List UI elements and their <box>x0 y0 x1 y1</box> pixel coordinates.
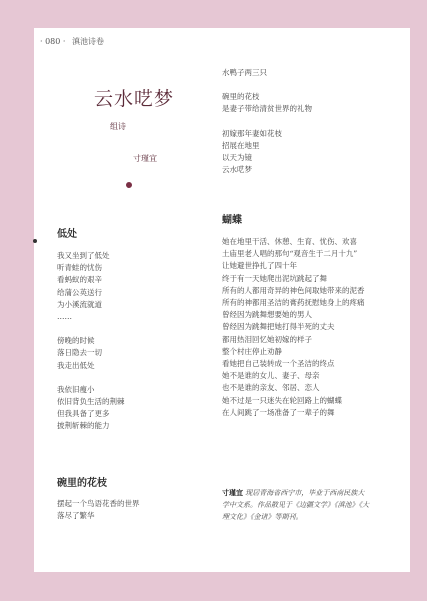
poem-line: …… <box>57 312 72 322</box>
poem-line: 听青蛙的忧伤 <box>57 263 102 273</box>
stanza <box>57 335 125 372</box>
author-bio <box>222 487 370 523</box>
genre-label: 组诗 <box>110 122 126 131</box>
poem-line: 水鸭子两三只 <box>222 68 267 77</box>
poem-line: 招展在地里 <box>222 140 260 150</box>
bio-text: 现居青海省西宁市，毕业于西南民族大学中文系。作品散见于《边疆文学》《滇池》《大理文化》《金诸》等期刊。 <box>222 489 369 521</box>
poem-line: 依旧背负生活的荆棘 <box>57 397 125 407</box>
poem-line: 曾经因为跳舞把她打得半死的丈夫 <box>222 322 335 332</box>
poem-line: 所有的人都用奇异的神色间取她带来的泥香 <box>222 285 365 295</box>
poem-line: 整个村庄停止劝静 <box>222 346 282 356</box>
poem-line: 我又坐到了低处 <box>57 251 110 260</box>
section-title-2: 碗里的花枝 <box>57 478 107 489</box>
author-name: 寸瑾宜 <box>133 154 157 163</box>
poem-line: 摆起一个鸟语花香的世界 <box>57 499 140 508</box>
bio-author-name: 寸瑾宜 <box>222 488 243 497</box>
stanza <box>57 384 125 433</box>
poem-line: 我依旧瘦小 <box>57 384 95 394</box>
poem-line: 为小溪流就道 <box>57 299 102 309</box>
poem-line: 她不过是一只迷失在轮回路上的蝴蝶 <box>222 395 342 405</box>
poem-body-1 <box>57 250 125 433</box>
poem-line: 看她把自己装转成一个圣洁的终点 <box>222 359 335 369</box>
poem-line: 终于有一天她爬出泥坑跳起了舞 <box>222 273 327 283</box>
poem-line: 让她避世挣扎了四十年 <box>222 261 297 271</box>
poem-line: 是妻子带给清贫世界的礼物 <box>222 104 312 114</box>
poem-line: 给蒲公英送行 <box>57 287 102 297</box>
poem-line: 初嫁那年妻如花枝 <box>222 128 282 138</box>
decorative-dot <box>126 182 132 188</box>
poem-line: 都用热泪回忆她初嫁的样子 <box>222 334 312 344</box>
stanza <box>222 67 312 79</box>
poem-body-3 <box>222 236 370 419</box>
stanza <box>222 91 312 115</box>
margin-dot <box>33 239 37 243</box>
stanza <box>222 128 312 177</box>
poem-line: 在人间跳了一场准备了一辈子的舞 <box>222 407 335 417</box>
poem-body-2 <box>57 498 140 522</box>
poem-line: 落尽了繁华 <box>57 511 95 521</box>
poem-line: 落日隐去一切 <box>57 348 102 358</box>
poem-line: 以天为镜 <box>222 153 252 163</box>
poem-line: 也不是谁的亲友、邻居、恋人 <box>222 383 320 393</box>
section-title-3: 蝴蝶 <box>222 215 242 226</box>
poem-line: 土庙里老人唱的那句“观音生于二月十九” <box>222 249 358 259</box>
poem-collection-title: 云水呓梦 <box>94 88 175 110</box>
poem-line: 傍晚的时候 <box>57 336 95 346</box>
poem-line: 她不是谁的女儿、妻子、母亲 <box>222 371 320 381</box>
poem-line: 云水呓梦 <box>222 165 252 175</box>
poem-line: 所有的神都用圣洁的膏药抚慰她身上的疼痛 <box>222 298 365 308</box>
page-number: · 080 · <box>40 37 66 46</box>
poem-line: 披荆斩棘的能力 <box>57 421 110 431</box>
poem-line: 我走出低处 <box>57 360 95 370</box>
stanza <box>57 250 125 323</box>
section-title-1: 低处 <box>57 229 77 240</box>
running-header <box>40 36 104 47</box>
poem-line: 她在地里干活、休憩、生育、忧伤、欢喜 <box>222 237 357 246</box>
poem-line: 但我具备了更多 <box>57 409 110 419</box>
stanza <box>57 498 140 522</box>
poem-line: 曾经因为跳舞想要她的男人 <box>222 310 312 320</box>
poem-line: 碗里的花枝 <box>222 92 260 102</box>
journal-name: 滇池诗卷 <box>72 37 104 46</box>
poem-body-2-continued <box>222 67 312 176</box>
poem-line: 看蚂蚁的艰辛 <box>57 275 102 285</box>
